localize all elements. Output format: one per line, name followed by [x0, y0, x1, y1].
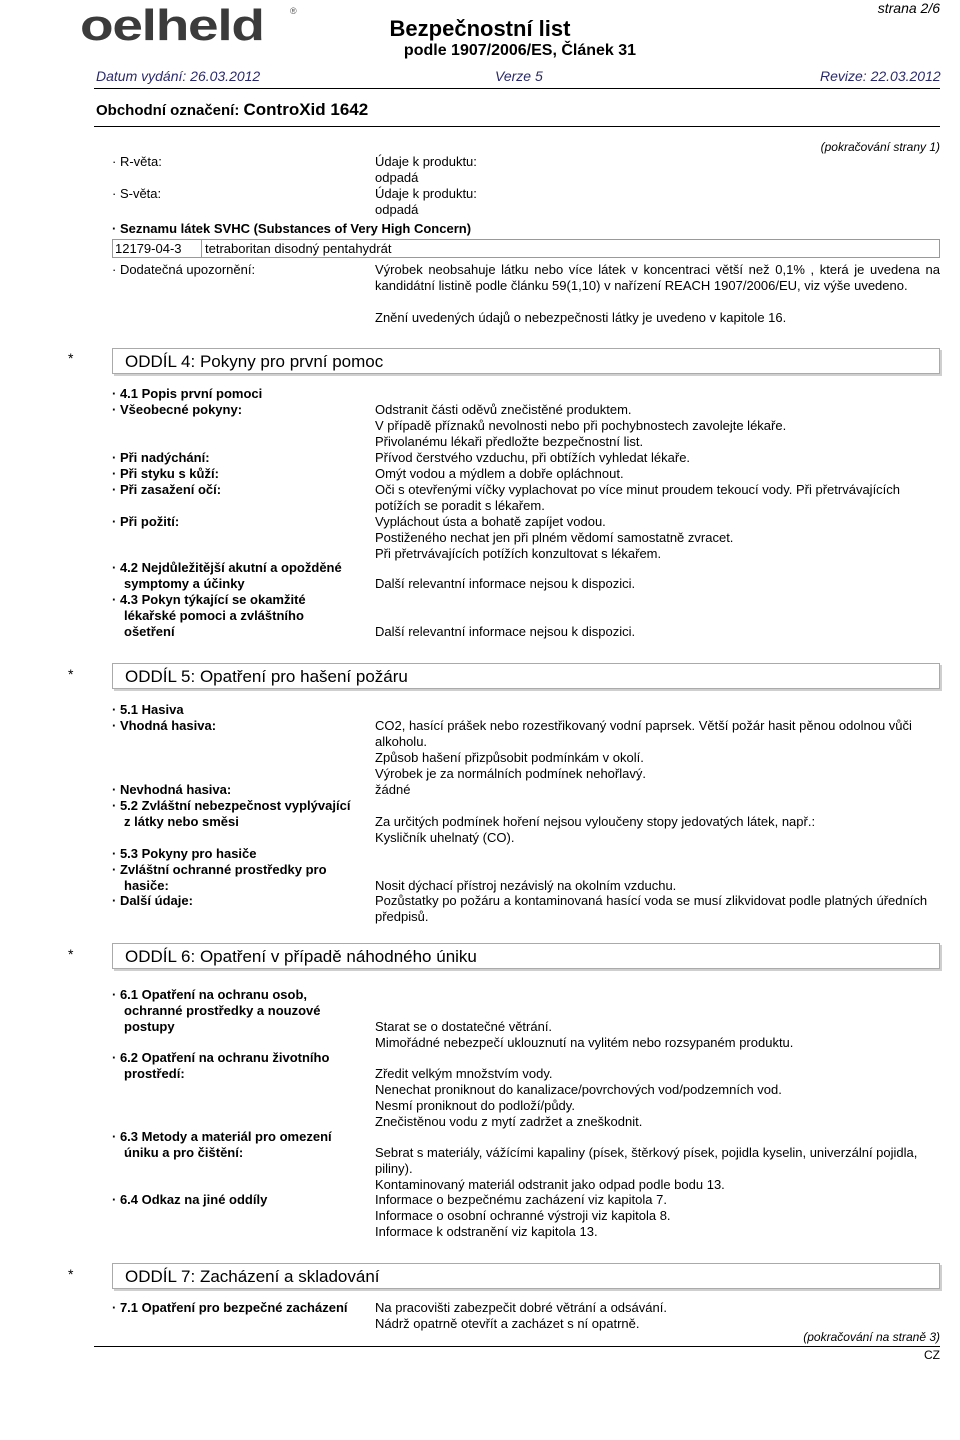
s4-43-label: · 4.3 Pokyn týkající se okamžité	[112, 592, 306, 607]
s6-61-label: · 6.1 Opatření na ochranu osob,	[112, 987, 308, 1002]
s5-prot-label: · Zvláštní ochranné prostředky pro	[112, 862, 327, 877]
document-title: Bezpečnostní list	[389, 16, 571, 41]
revision-date: Revize: 22.03.2012	[820, 68, 941, 84]
trade-label: Obchodní označení:	[96, 102, 244, 119]
document-subtitle: podle 1907/2006/ES, Článek 31	[403, 42, 637, 59]
change-marker: *	[68, 1266, 74, 1282]
s6-62-text-4: Znečistěnou vodu z mytí zadržet a zneškodnit.	[375, 1114, 643, 1129]
s5-52-text-2: Kysličník uhelnatý (CO).	[375, 830, 515, 845]
s4-43-text: Další relevantní informace nejsou k dispozici.	[375, 624, 636, 639]
s4-general-text-3: Přivolanému lékaři předložte bezpečnostní list.	[375, 434, 644, 449]
s5-52-label-2: z látky nebo směsi	[124, 814, 239, 829]
s5-other-label: · Další údaje:	[112, 893, 193, 908]
s5-suit-label: · Vhodná hasiva:	[112, 718, 217, 733]
svhc-divider	[201, 240, 202, 257]
s4-ingest-text-2: Postiženého nechat jen při plném vědomí samostatně zvracet.	[375, 530, 734, 545]
s5-unsuit-text: žádné	[375, 782, 411, 797]
s4-ingest-text-3: Při přetrvávajících potížích konzultovat s lékařem.	[375, 546, 662, 561]
svhc-substance: tetraboritan disodný pentahydrát	[205, 241, 392, 256]
s-phrase-value: Údaje k produktu:	[375, 186, 477, 201]
page-number: strana 2/6	[877, 0, 940, 16]
header-rule	[94, 88, 940, 89]
s6-63-text: Sebrat s materiály, vážícími kapaliny (písek, štěrkový písek, pojidla kyselin, univerzální pojidla, piliny).	[375, 1145, 918, 1176]
section-title: ODDÍL 4: Pokyny pro první pomoc	[125, 352, 384, 371]
section-title: ODDÍL 6: Opatření v případě náhodného úniku	[125, 947, 477, 966]
s4-skin-label: · Při styku s kůží:	[112, 466, 219, 481]
s6-62-text-2: Nenechat proniknout do kanalizace/povrchových vod/podzemních vod.	[375, 1082, 782, 1097]
s5-suit-text-3: Výrobek je za normálních podmínek nehořlavý.	[375, 766, 646, 781]
r-phrase-label: · R-věta:	[112, 154, 162, 169]
s6-62-label-2: prostředí:	[124, 1066, 185, 1081]
s6-62-text-3: Nesmí proniknout do podloží/půdy.	[375, 1098, 575, 1113]
s4-general-text-2: V případě příznaků nevolnosti nebo při pochybnostech zavolejte lékaře.	[375, 418, 787, 433]
section-title: ODDÍL 5: Opatření pro hašení požáru	[125, 667, 408, 686]
s6-63-label-2: úniku a pro čištění:	[124, 1145, 244, 1160]
s-phrase-value-2: odpadá	[375, 202, 419, 217]
s6-64-text-3: Informace k odstranění viz kapitola 13.	[375, 1224, 598, 1239]
version: Verze 5	[495, 68, 543, 84]
svhc-table	[112, 239, 940, 258]
s6-63-label: · 6.3 Metody a materiál pro omezení	[112, 1129, 332, 1144]
s5-53-label: · 5.3 Pokyny pro hasiče	[112, 846, 257, 861]
s6-62-label: · 6.2 Opatření na ochranu životního	[112, 1050, 330, 1065]
svhc-cas: 12179-04-3	[115, 241, 182, 256]
s4-41-label: · 4.1 Popis první pomoci	[112, 386, 263, 401]
s-phrase-label: · S-věta:	[112, 186, 162, 201]
change-marker: *	[68, 350, 74, 366]
s4-inhal-label: · Při nadýchání:	[112, 450, 210, 465]
oelheld-logo: oelheld	[80, 1, 264, 50]
s4-42-label-2: symptomy a účinky	[124, 576, 245, 591]
s4-inhal-text: Přívod čerstvého vzduchu, při obtížích vyhledat lékaře.	[375, 450, 691, 465]
s4-eyes-label: · Při zasažení očí:	[112, 482, 222, 497]
change-marker: *	[68, 946, 74, 962]
s7-71-text: Na pracovišti zabezpečit dobré větrání a odsávání.	[375, 1300, 667, 1315]
section-6-header	[112, 943, 940, 969]
s4-skin-text: Omýt vodou a mýdlem a dobře opláchnout.	[375, 466, 624, 481]
s4-43-label-3: ošetření	[124, 624, 175, 639]
trade-value: ControXid 1642	[243, 100, 369, 119]
s5-suit-text: CO2, hasící prášek nebo rozestřikovaný vodní paprsek. Větší požár hasit pěnou odolnou vůči alkoholu.	[375, 718, 912, 749]
r-phrase-value-2: odpadá	[375, 170, 419, 185]
additional-label: · Dodatečná upozornění:	[112, 262, 256, 277]
continuation-top: (pokračování strany 1)	[820, 140, 940, 154]
s4-43-label-2: lékařské pomoci a zvláštního	[124, 608, 304, 623]
s5-suit-text-2: Způsob hašení přizpůsobit podmínkám v okolí.	[375, 750, 644, 765]
r-phrase-value: Údaje k produktu:	[375, 154, 477, 169]
section-4-header	[112, 348, 940, 374]
s6-62-text: Zředit velkým množstvím vody.	[375, 1066, 553, 1081]
s6-63-text-2: Kontaminovaný materiál odstranit jako odpad podle bodu 13.	[375, 1177, 725, 1192]
s4-ingest-text: Vypláchout ústa a bohatě zapíjet vodou.	[375, 514, 606, 529]
additional-text-2: Znění uvedených údajů o nebezpečnosti látky je uvedeno v kapitole 16.	[375, 310, 787, 325]
svhc-title: · Seznamu látek SVHC (Substances of Very High Concern)	[112, 221, 472, 236]
change-marker: *	[68, 666, 74, 682]
s4-ingest-label: · Při požití:	[112, 514, 180, 529]
trade-name	[96, 100, 368, 120]
s5-prot-text: Nosit dýchací přístroj nezávislý na okolním vzduchu.	[375, 878, 677, 893]
s6-64-label: · 6.4 Odkaz na jiné oddíly	[112, 1192, 268, 1207]
s6-61-label-2: ochranné prostředky a nouzové	[124, 1003, 321, 1018]
s4-general-label: · Všeobecné pokyny:	[112, 402, 243, 417]
issue-date: Datum vydání: 26.03.2012	[96, 68, 261, 84]
s6-61-text-2: Mimořádné nebezpečí uklouznutí na vylitém nebo rozsypaném produktu.	[375, 1035, 794, 1050]
s7-71-label: · 7.1 Opatření pro bezpečné zacházení	[112, 1300, 348, 1315]
s5-other-text: Pozůstatky po požáru a kontaminovaná hasící voda se musí zlikvidovat podle platných úředních předpisů.	[375, 893, 928, 924]
s5-52-text: Za určitých podmínek hoření nejsou vyloučeny stopy jedovatých látek, např.:	[375, 814, 816, 829]
s5-unsuit-label: · Nevhodná hasiva:	[112, 782, 232, 797]
s5-prot-label-2: hasiče:	[124, 878, 169, 893]
s6-64-text: Informace o bezpečnému zacházení viz kapitola 7.	[375, 1192, 667, 1207]
s5-52-label: · 5.2 Zvláštní nebezpečnost vyplývající	[112, 798, 351, 813]
s4-general-text: Odstranit části oděvů znečistěné produktem.	[375, 402, 632, 417]
footer-rule	[94, 1346, 940, 1347]
s5-51-label: · 5.1 Hasiva	[112, 702, 184, 717]
section-title: ODDÍL 7: Zacházení a skladování	[125, 1267, 380, 1286]
s4-eyes-text: Oči s otevřenými víčky vyplachovat po více minut proudem tekoucí vody. Při přetrvávajících potížích se poradit s lékařem.	[375, 482, 901, 513]
trade-rule	[94, 126, 940, 127]
country-code: CZ	[924, 1348, 940, 1362]
s7-71-text-2: Nádrž opatrně otevřít a zacházet s ní opatrně.	[375, 1316, 640, 1331]
s6-64-text-2: Informace o osobní ochranné výstroji viz kapitola 8.	[375, 1208, 671, 1223]
s6-61-text: Starat se o dostatečné větrání.	[375, 1019, 553, 1034]
s4-42-label: · 4.2 Nejdůležitější akutní a opožděné	[112, 560, 342, 575]
s4-42-text: Další relevantní informace nejsou k dispozici.	[375, 576, 636, 591]
registered-mark: ®	[290, 6, 297, 16]
additional-text: Výrobek neobsahuje látku nebo více látek v koncentraci větší než 0,1% , která je uvedena na kandidátní listině podle článku 59(1,10) v nařízení REACH 1907/2006/EU, viz výše uvedeno.	[375, 262, 940, 293]
s6-61-label-3: postupy	[124, 1019, 175, 1034]
continued-next-page: (pokračování na straně 3)	[803, 1330, 940, 1344]
section-5-header	[112, 663, 940, 689]
section-7-header	[112, 1263, 940, 1289]
